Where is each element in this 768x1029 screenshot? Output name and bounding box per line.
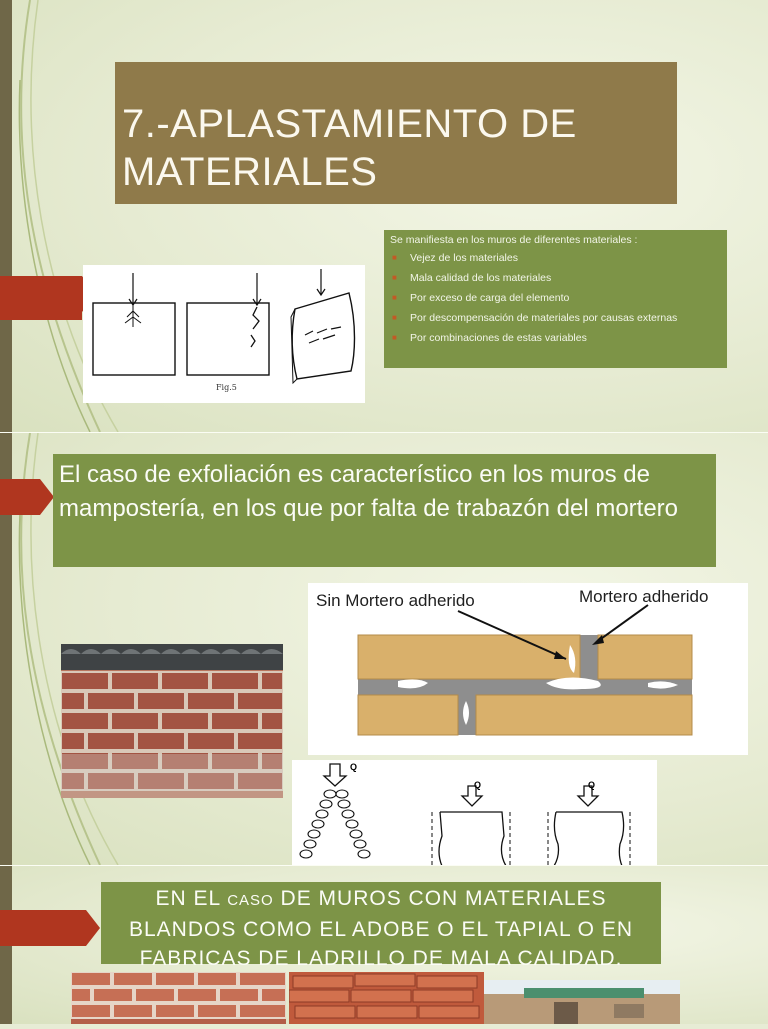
- list-item: ■ Por descompensación de materiales por causas externas: [392, 312, 720, 324]
- slide-1: [0, 0, 768, 432]
- red-marker: [0, 479, 40, 515]
- title-line-1: 7.-APLASTAMIENTO DE: [122, 102, 577, 146]
- load-diagram: [292, 760, 657, 866]
- red-marker: [0, 276, 82, 320]
- causes-list-box: [384, 230, 727, 368]
- list-item: ■ Por combinaciones de estas variables: [392, 332, 720, 344]
- list-intro: Se manifiesta en los muros de diferentes materiales :: [390, 234, 638, 246]
- causes-list: [392, 252, 720, 352]
- crack-figure: [83, 265, 365, 403]
- label-without-mortar: Sin Mortero adherido: [316, 591, 475, 610]
- list-item: ■ Vejez de los materiales: [392, 252, 720, 264]
- red-marker: [0, 910, 86, 946]
- list-item: ■ Mala calidad de los materiales: [392, 272, 720, 284]
- brick-photo-1: [71, 972, 286, 1024]
- load-label-q: Q: [350, 762, 358, 772]
- text-line-1: EN EL CASO DE MUROS CON MATERIALES: [155, 887, 607, 910]
- load-label-q: Q: [588, 780, 596, 790]
- exfoliation-text-box: El caso de exfoliación es característico en los muros de mampostería, en los que por falta de trabazón del mortero: [53, 454, 716, 567]
- brick-wall-photo: [61, 644, 283, 798]
- label-with-mortar: Mortero adherido: [579, 587, 709, 606]
- page-title: [122, 100, 672, 196]
- text-line-3: FABRICAS DE LADRILLO DE MALA CALIDAD.: [139, 947, 623, 970]
- figure-caption: Fig.5: [216, 383, 237, 392]
- brick-photo-2: [289, 972, 484, 1024]
- mortar-diagram: [308, 583, 748, 755]
- list-item: ■ Por exceso de carga del elemento: [392, 292, 720, 304]
- building-photo: [484, 980, 680, 1024]
- title-line-2: MATERIALES: [122, 150, 378, 194]
- text-line-2: BLANDOS COMO EL ADOBE O EL TAPIAL O EN: [128, 918, 634, 941]
- soft-materials-text-box: [101, 882, 661, 970]
- load-label-q: Q: [474, 780, 482, 790]
